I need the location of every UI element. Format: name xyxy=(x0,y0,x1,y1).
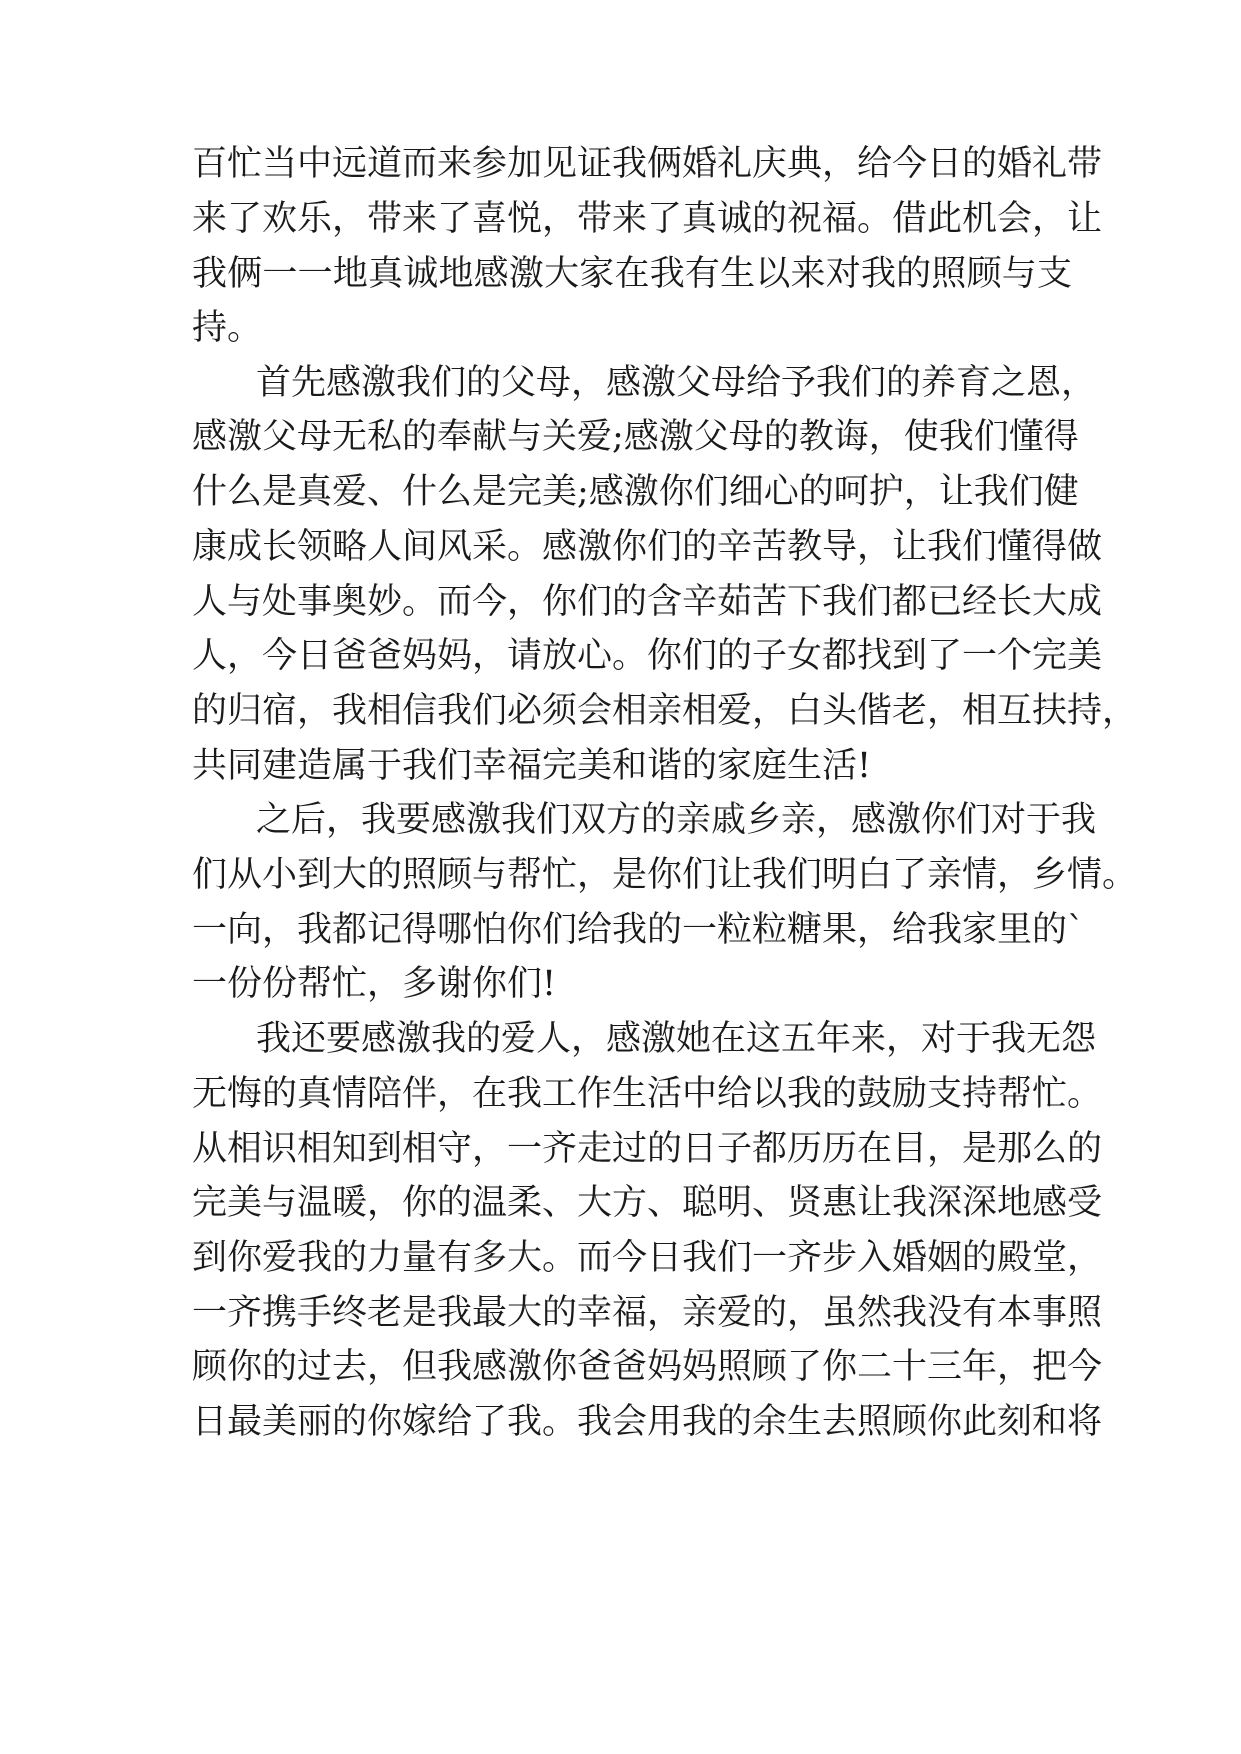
text-line: 持。 xyxy=(192,308,263,348)
text-line: 到你爱我的力量有多大。而今日我们一齐步入婚姻的殿堂， xyxy=(192,1238,1103,1278)
text-line: 感激父母无私的奉献与关爱;感激父母的教诲，使我们懂得 xyxy=(192,417,1079,457)
text-line: 百忙当中远道而来参加见证我俩婚礼庆典，给今日的婚礼带 xyxy=(192,144,1103,184)
text-line: 我还要感激我的爱人，感激她在这五年来，对于我无怨 xyxy=(256,1019,1097,1059)
text-line: 从相识相知到相守，一齐走过的日子都历历在目，是那么的 xyxy=(192,1129,1103,1169)
text-line: 顾你的过去，但我感激你爸爸妈妈照顾了你二十三年，把今 xyxy=(192,1347,1103,1387)
text-line: 一向，我都记得哪怕你们给我的一粒粒糖果，给我家里的` xyxy=(192,910,1085,950)
text-line: 来了欢乐，带来了喜悦，带来了真诚的祝福。借此机会，让 xyxy=(192,199,1103,239)
text-line: 无悔的真情陪伴，在我工作生活中给以我的鼓励支持帮忙。 xyxy=(192,1074,1103,1114)
text-line: 们从小到大的照顾与帮忙，是你们让我们明白了亲情，乡情。 xyxy=(192,855,1138,895)
text-line: 的归宿，我相信我们必须会相亲相爱，白头偕老，相互扶持， xyxy=(192,691,1138,731)
text-line: 人与处事奥妙。而今，你们的含辛茹苦下我们都已经长大成 xyxy=(192,582,1103,622)
text-line: 康成长领略人间风采。感激你们的辛苦教导，让我们懂得做 xyxy=(192,527,1103,567)
text-line: 什么是真爱、什么是完美;感激你们细心的呵护，让我们健 xyxy=(192,472,1079,512)
text-line: 共同建造属于我们幸福完美和谐的家庭生活! xyxy=(192,746,872,786)
text-line: 一份份帮忙，多谢你们! xyxy=(192,964,557,1004)
text-line: 人，今日爸爸妈妈，请放心。你们的子女都找到了一个完美 xyxy=(192,636,1103,676)
text-line: 日最美丽的你嫁给了我。我会用我的余生去照顾你此刻和将 xyxy=(192,1402,1103,1442)
text-line: 一齐携手终老是我最大的幸福，亲爱的，虽然我没有本事照 xyxy=(192,1293,1103,1333)
text-line: 之后，我要感激我们双方的亲戚乡亲，感激你们对于我 xyxy=(256,800,1097,840)
text-line: 我俩一一地真诚地感激大家在我有生以来对我的照顾与支 xyxy=(192,254,1072,294)
text-line: 完美与温暖，你的温柔、大方、聪明、贤惠让我深深地感受 xyxy=(192,1183,1103,1223)
text-line: 首先感激我们的父母，感激父母给予我们的养育之恩， xyxy=(256,363,1097,403)
